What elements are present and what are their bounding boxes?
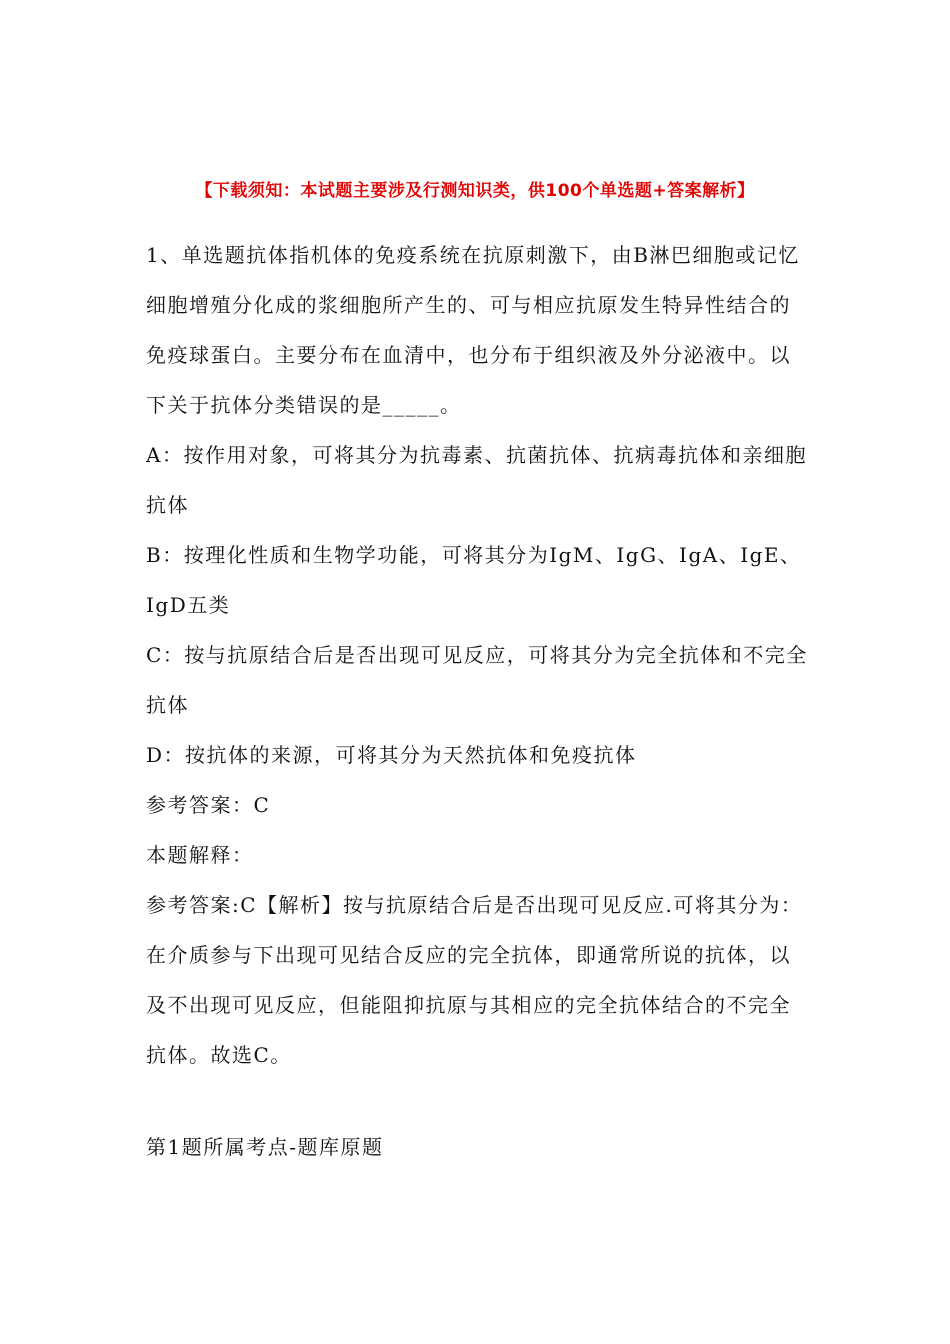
option-b: B：按理化性质和生物学功能，可将其分为IgM、IgG、IgA、IgE、IgD五类: [146, 543, 802, 617]
exam-point: 第1题所属考点-题库原题: [146, 1135, 384, 1159]
question-block: [146, 230, 810, 1080]
explanation-label: 本题解释：: [146, 843, 254, 867]
question-stem: 1、单选题抗体指机体的免疫系统在抗原刺激下，由B淋巴细胞或记忆细胞增殖分化成的浆细胞所产生的、可与相应抗原发生特异性结合的免疫球蛋白。主要分布在血清中，也分布于组织液及外分泌液中。以下关于抗体分类错误的是_____。: [146, 243, 800, 417]
option-c: C：按与抗原结合后是否出现可见反应，可将其分为完全抗体和不完全抗体: [146, 643, 808, 717]
reference-answer: 参考答案：C: [146, 793, 271, 817]
download-notice: 【下载须知：本试题主要涉及行测知识类，供100个单选题+答案解析】: [195, 181, 755, 201]
option-d: D：按抗体的来源，可将其分为天然抗体和免疫抗体: [146, 743, 637, 767]
explanation-text: 参考答案:C【解析】按与抗原结合后是否出现可见反应.可将其分为：在介质参与下出现可见结合反应的完全抗体，即通常所说的抗体，以及不出现可见反应，但能阻抑抗原与其相应的完全抗体结合的不完全抗体。故选C。: [146, 893, 803, 1067]
option-a: A：按作用对象，可将其分为抗毒素、抗菌抗体、抗病毒抗体和亲细胞抗体: [146, 443, 807, 517]
